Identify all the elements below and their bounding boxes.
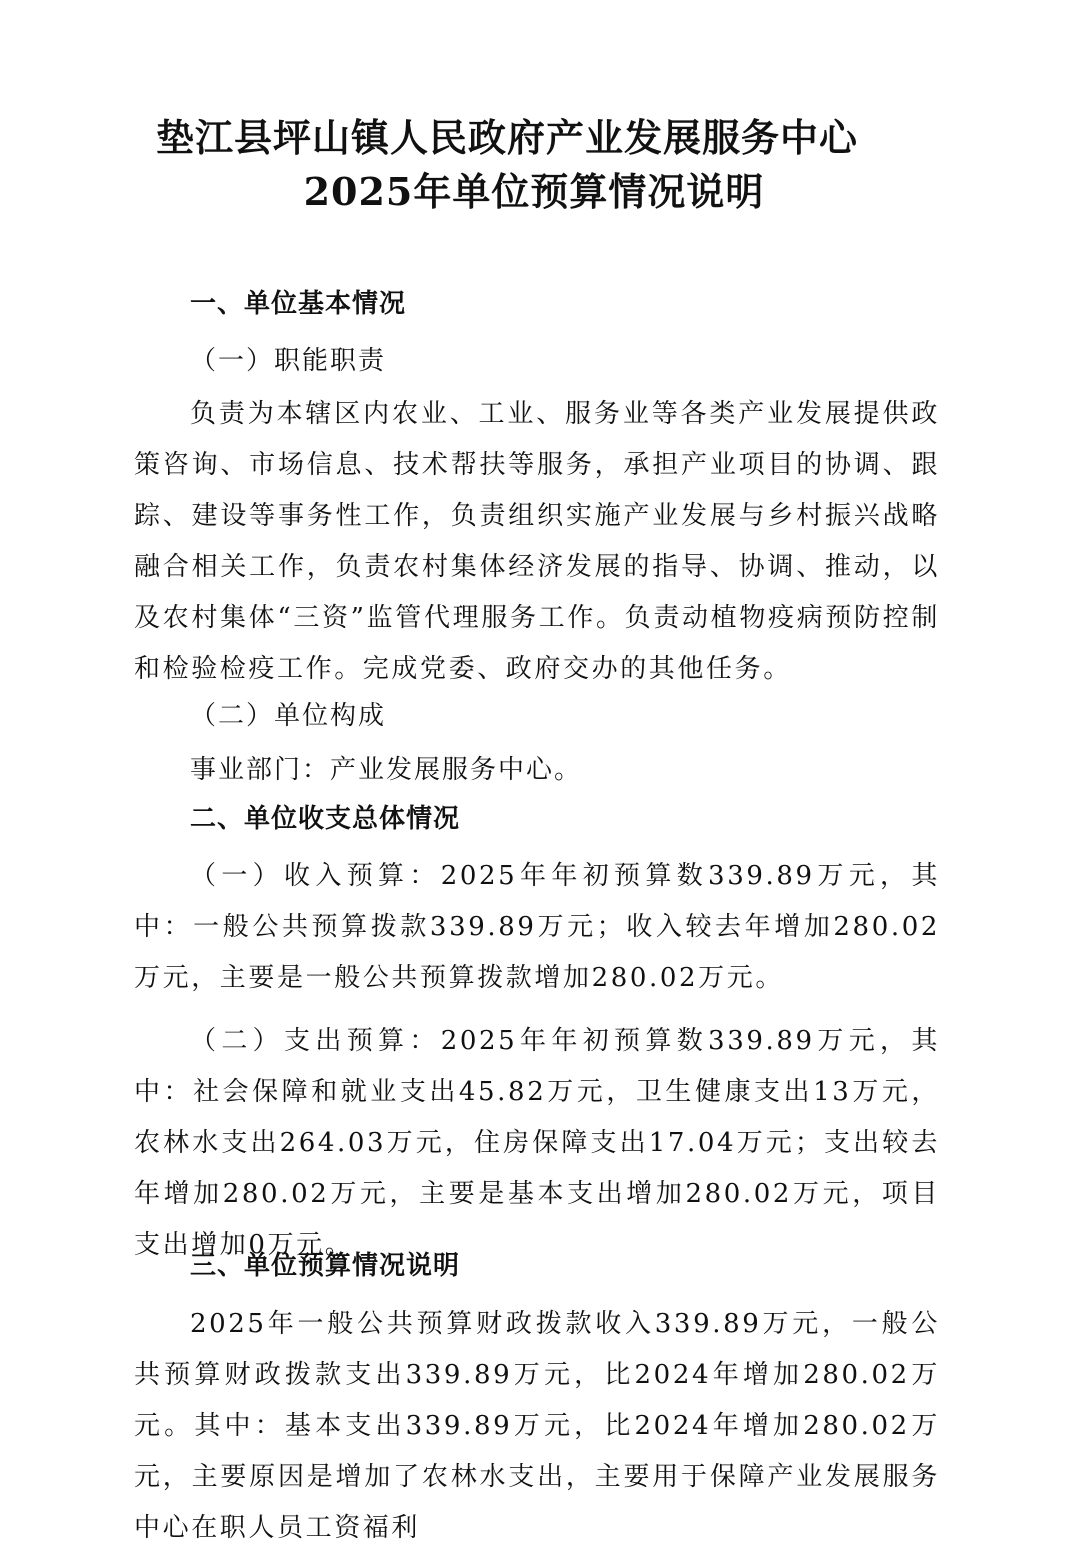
section3-heading: 三、单位预算情况说明 <box>190 1251 461 1281</box>
section1-sub1-body: 负责为本辖区内农业、工业、服务业等各类产业发展提供政策咨询、市场信息、技术帮扶等服务，承担产业项目的协调、跟踪、建设等事务性工作，负责组织实施产业发展与乡村振兴战略融合相关工作，负责农村集体经济发展的指导、协调、推动，以及农村集体“三资”监管代理服务工作。负责动植物疫病预防控制和检验检疫工作。完成党委、政府交办的其他任务。 <box>134 399 940 684</box>
section2-income-paragraph: （一）收入预算：2025年年初预算数339.89万元，其中：一般公共预算拨款339.89万元；收入较去年增加280.02万元，主要是一般公共预算拨款增加280.02万元。 <box>134 861 940 993</box>
section1-heading: 一、单位基本情况 <box>190 289 407 319</box>
section3-body: 2025年一般公共预算财政拨款收入339.89万元，一般公共预算财政拨款支出339.89万元，比2024年增加280.02万元。其中：基本支出339.89万元，比2024年增加280.02万元，主要原因是增加了农林水支出，主要用于保障产业发展服务中心在职人员工资福利 <box>134 1309 940 1543</box>
section1-sub2-heading: （二）单位构成 <box>190 701 387 731</box>
section2-heading: 二、单位收支总体情况 <box>190 804 461 834</box>
document-title-line2: 2025年单位预算情况说明 <box>303 169 765 214</box>
document-title-line1: 垫江县坪山镇人民政府产业发展服务中心 <box>155 115 858 160</box>
section1-sub1-heading: （一）职能职责 <box>190 346 387 376</box>
section2-expense-paragraph: （二）支出预算：2025年年初预算数339.89万元，其中：社会保障和就业支出45.82万元，卫生健康支出13万元，农林水支出264.03万元，住房保障支出17.04万元；支出较去年增加280.02万元，主要是基本支出增加280.02万元，项目支出增加0万元。 <box>134 1026 940 1260</box>
section1-sub2-body: 事业部门：产业发展服务中心。 <box>190 755 583 785</box>
